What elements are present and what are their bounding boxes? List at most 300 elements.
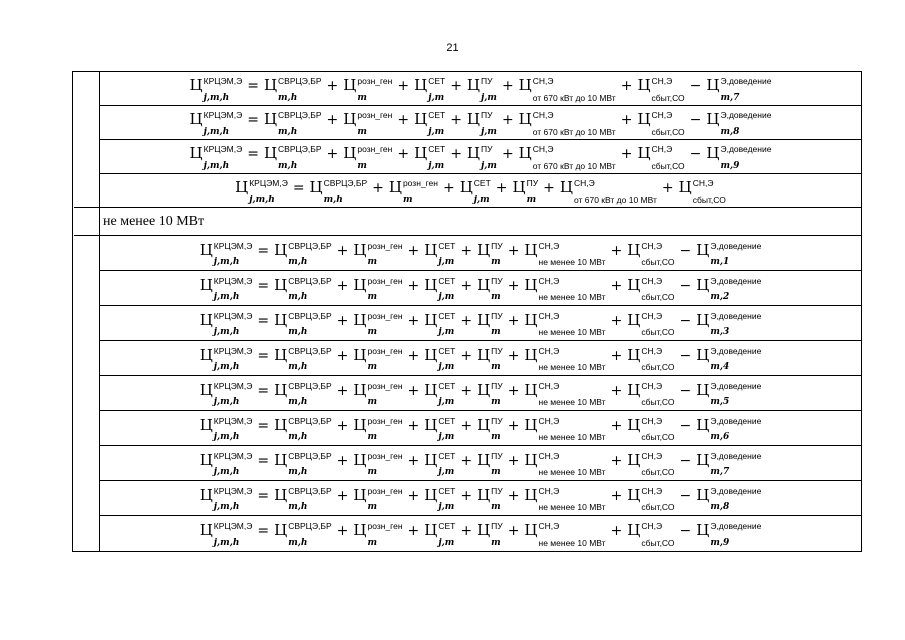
price-rozn (353, 521, 402, 546)
price-dov (696, 241, 761, 266)
operator-plus: + (507, 382, 520, 399)
price-set (424, 276, 455, 301)
operator-eq: = (257, 347, 270, 364)
price-pu (513, 178, 539, 203)
price-dov-sup: Э,доведение (710, 521, 762, 532)
price-pu-sup: ПУ (491, 345, 503, 356)
price-pu-sup: ПУ (491, 310, 503, 321)
price-svrc-sub: m,h (288, 467, 308, 478)
price-set (414, 110, 445, 135)
price-sbyt-sub: сбыт,СО (641, 327, 675, 338)
price-krcem-sup: КРЦЭМ,Э (213, 521, 253, 532)
price-set (424, 311, 455, 336)
price-sbyt-base: Ц (627, 450, 641, 469)
price-pu (477, 346, 503, 371)
price-krcem (200, 311, 253, 336)
price-rozn-sub: m (357, 160, 367, 171)
price-svrc-base: Ц (263, 110, 278, 129)
price-krcem-base: Ц (199, 345, 213, 364)
price-sbyt-base: Ц (627, 310, 641, 329)
price-sbyt-sub: сбыт,СО (641, 292, 675, 303)
operator-plus: + (661, 180, 674, 197)
price-rozn-base: Ц (353, 345, 367, 364)
price-set-base: Ц (459, 178, 473, 197)
price-sbyt (637, 144, 685, 171)
price-pu-sup: ПУ (491, 485, 503, 496)
price-sn-base: Ц (524, 275, 538, 294)
price-svrc-base: Ц (263, 144, 278, 163)
operator-plus: + (460, 347, 473, 364)
price-krcem (200, 451, 253, 476)
price-sbyt-base: Ц (678, 178, 692, 197)
operator-eq: = (247, 78, 259, 95)
price-rozn-sup: розн_ген (402, 178, 438, 189)
price-krcem-base: Ц (199, 380, 213, 399)
price-pu (477, 381, 503, 406)
price-set (414, 144, 445, 169)
price-rozn-sup: розн_ген (367, 380, 403, 391)
price-sbyt-sup: СН,Э (641, 485, 663, 496)
operator-plus: + (450, 78, 462, 95)
price-sn-sup: СН,Э (538, 415, 560, 426)
price-set (424, 486, 455, 511)
price-set (414, 76, 445, 101)
price-svrc-base: Ц (263, 76, 278, 95)
price-krcem-sup: КРЦЭМ,Э (213, 310, 253, 321)
price-pu (467, 76, 497, 101)
operator-minus: − (679, 452, 692, 469)
price-set-sub: j,m (438, 537, 455, 548)
operator-eq: = (247, 146, 259, 163)
operator-minus: − (679, 347, 692, 364)
price-krcem-sup: КРЦЭМ,Э (213, 275, 253, 286)
operator-minus: − (689, 78, 702, 95)
formula (200, 241, 762, 266)
price-set-base: Ц (424, 345, 438, 364)
price-pu (477, 416, 503, 441)
price-krcem-sup: КРЦЭМ,Э (203, 110, 243, 121)
operator-plus: + (336, 382, 349, 399)
price-set-sub: j,m (428, 92, 445, 103)
price-sbyt-base: Ц (627, 275, 641, 294)
price-dov-base: Ц (696, 310, 710, 329)
formula (200, 346, 762, 371)
operator-plus: + (442, 180, 455, 197)
operator-plus: + (336, 523, 349, 540)
price-pu-sub: m (491, 362, 501, 373)
price-sn-base: Ц (524, 521, 538, 540)
price-rozn-sub: m (367, 397, 378, 408)
price-krcem-sup: КРЦЭМ,Э (213, 450, 253, 461)
price-sbyt-sub: сбыт,СО (651, 160, 685, 171)
price-krcem-sup: КРЦЭМ,Э (203, 144, 243, 155)
price-pu-base: Ц (477, 485, 491, 504)
price-sn-base: Ц (524, 415, 538, 434)
operator-plus: + (407, 417, 420, 434)
price-rozn-base: Ц (353, 450, 367, 469)
price-sbyt-sub: сбыт,СО (641, 537, 675, 548)
price-dov-base: Ц (706, 76, 720, 95)
price-sbyt-sub: сбыт,СО (641, 467, 675, 478)
price-rozn-sup: розн_ген (367, 521, 403, 532)
price-dov-sub: m,7 (720, 92, 740, 103)
operator-plus: + (610, 312, 623, 329)
price-rozn (353, 276, 402, 301)
price-sn-sup: СН,Э (538, 380, 560, 391)
price-sbyt (637, 76, 685, 103)
operator-plus: + (336, 312, 349, 329)
price-krcem-sub: j,m,h (203, 126, 230, 137)
price-rozn-sup: розн_ген (367, 485, 403, 496)
price-sn-base: Ц (524, 310, 538, 329)
price-sn (518, 144, 616, 171)
operator-minus: − (679, 242, 692, 259)
price-dov-base: Ц (696, 240, 710, 259)
formula (190, 76, 772, 101)
price-rozn (353, 486, 402, 511)
formula-row (100, 376, 861, 411)
operator-plus: + (610, 523, 623, 540)
price-sbyt-sup: СН,Э (641, 345, 663, 356)
price-sbyt (627, 380, 675, 408)
price-dov-sub: m,1 (710, 257, 730, 268)
price-dov-sup: Э,доведение (710, 450, 762, 461)
price-krcem-base: Ц (235, 178, 249, 197)
formula-row (100, 271, 861, 306)
formula (200, 276, 762, 301)
operator-plus: + (460, 312, 473, 329)
price-set-sup: СЕТ (428, 144, 446, 155)
formula-row (100, 140, 861, 174)
price-svrc-sub: m,h (288, 257, 308, 268)
price-pu-base: Ц (466, 110, 481, 129)
price-set-sup: СЕТ (438, 415, 456, 426)
price-sn-sub: не менее 10 МВт (538, 502, 606, 513)
price-sbyt-sub: сбыт,СО (641, 502, 675, 513)
price-sn-sup: СН,Э (538, 275, 560, 286)
operator-plus: + (620, 146, 633, 163)
price-set (424, 451, 455, 476)
price-dov-sub: m,8 (710, 502, 730, 513)
price-dov-sup: Э,доведение (710, 485, 762, 496)
price-rozn-sub: m (367, 327, 378, 338)
price-pu-sup: ПУ (481, 76, 493, 87)
price-pu-sub: m (526, 194, 537, 205)
price-pu-sub: j,m (481, 92, 497, 103)
price-pu (477, 486, 503, 511)
price-svrc-sup: СВРЦЭ,БР (288, 240, 332, 251)
price-set-sub: j,m (438, 292, 455, 303)
price-krcem (200, 346, 253, 371)
price-sbyt-sub: сбыт,СО (641, 432, 675, 443)
operator-plus: + (407, 347, 420, 364)
price-rozn-sub: m (367, 257, 378, 268)
price-svrc-sup: СВРЦЭ,БР (288, 310, 332, 321)
price-rozn-sub: m (367, 467, 378, 478)
price-sn-base: Ц (524, 485, 538, 504)
price-svrc-sub: m,h (288, 397, 308, 408)
operator-plus: + (326, 78, 339, 95)
price-set-base: Ц (424, 380, 438, 399)
price-sbyt-sub: сбыт,СО (651, 92, 685, 103)
price-rozn-sub: m (367, 537, 378, 548)
operator-plus: + (336, 347, 349, 364)
section-label-row (100, 208, 861, 236)
price-svrc (274, 451, 332, 476)
price-rozn-sub: m (357, 92, 367, 103)
price-krcem-sup: КРЦЭМ,Э (213, 415, 253, 426)
operator-minus: − (679, 523, 692, 540)
price-sn-sup: СН,Э (538, 240, 560, 251)
price-svrc-sub: m,h (288, 327, 308, 338)
price-sn-sub: не менее 10 МВт (538, 397, 606, 408)
price-svrc-sup: СВРЦЭ,БР (278, 76, 322, 87)
price-svrc (264, 144, 322, 169)
price-svrc-sup: СВРЦЭ,БР (278, 110, 322, 121)
price-svrc-sup: СВРЦЭ,БР (288, 275, 332, 286)
price-dov-base: Ц (696, 521, 710, 540)
price-rozn-sup: розн_ген (367, 310, 403, 321)
price-rozn-sub: m (402, 194, 413, 205)
price-dov-base: Ц (706, 144, 720, 163)
price-svrc-base: Ц (274, 415, 288, 434)
price-sbyt-sub: сбыт,СО (651, 126, 685, 137)
price-pu-sup: ПУ (491, 380, 503, 391)
price-rozn-sup: розн_ген (357, 110, 393, 121)
price-set-sub: j,m (438, 467, 455, 478)
price-pu-base: Ц (477, 240, 491, 259)
price-set-base: Ц (424, 275, 438, 294)
section-label: не менее 10 МВт (103, 213, 205, 229)
price-sn-sub: не менее 10 МВт (538, 432, 606, 443)
operator-plus: + (372, 180, 384, 197)
operator-plus: + (507, 417, 520, 434)
price-krcem-base: Ц (199, 310, 213, 329)
operator-plus: + (610, 382, 623, 399)
price-sn (524, 485, 606, 513)
price-krcem-sup: КРЦЭМ,Э (249, 178, 288, 189)
price-sn-sub: не менее 10 МВт (538, 537, 606, 548)
price-sn-sub: от 670 кВт до 10 МВт (532, 160, 616, 171)
price-svrc (274, 311, 332, 336)
price-sbyt-sup: СН,Э (692, 178, 714, 189)
operator-plus: + (543, 180, 555, 197)
price-sn (524, 275, 606, 303)
price-sn-base: Ц (524, 345, 538, 364)
operator-minus: − (679, 382, 692, 399)
operator-plus: + (620, 78, 633, 95)
price-pu-sub: m (491, 467, 501, 478)
price-pu-sub: m (491, 397, 501, 408)
price-set-sub: j,m (438, 397, 455, 408)
price-svrc (274, 521, 332, 546)
price-sbyt-sup: СН,Э (651, 76, 673, 87)
formula-row (100, 481, 861, 516)
operator-plus: + (610, 417, 623, 434)
price-krcem (190, 144, 243, 169)
price-set-sup: СЕТ (438, 240, 456, 251)
price-krcem-base: Ц (189, 144, 203, 163)
formula (200, 311, 762, 336)
price-sbyt-sub: сбыт,СО (641, 257, 675, 268)
price-pu (477, 311, 503, 336)
operator-plus: + (501, 78, 514, 95)
price-dov (696, 451, 761, 476)
price-svrc-sup: СВРЦЭ,БР (278, 144, 322, 155)
price-svrc-sub: m,h (278, 92, 298, 103)
price-sbyt-sub: сбыт,СО (692, 194, 726, 205)
price-rozn-sub: m (367, 362, 378, 373)
price-pu-sup: ПУ (526, 178, 539, 189)
price-set-sup: СЕТ (438, 450, 456, 461)
price-pu (467, 144, 497, 169)
operator-plus: + (610, 487, 623, 504)
price-pu-sub: m (491, 432, 501, 443)
price-sbyt-base: Ц (627, 345, 641, 364)
formula (235, 178, 726, 203)
price-svrc-sup: СВРЦЭ,БР (323, 178, 368, 189)
operator-plus: + (507, 523, 520, 540)
price-krcem-sub: j,m,h (213, 362, 240, 373)
price-sbyt (627, 415, 675, 443)
price-pu-sup: ПУ (481, 110, 493, 121)
price-sn-sup: СН,Э (538, 345, 560, 356)
price-pu (477, 451, 503, 476)
price-svrc-base: Ц (309, 178, 323, 197)
price-set (424, 381, 455, 406)
price-pu-base: Ц (477, 345, 491, 364)
price-dov-base: Ц (696, 485, 710, 504)
price-sn-base: Ц (524, 240, 538, 259)
operator-plus: + (407, 487, 420, 504)
price-sn-sub: от 670 кВт до 10 МВт (573, 194, 657, 205)
price-sn-sub: от 670 кВт до 10 МВт (532, 92, 616, 103)
operator-plus: + (610, 347, 623, 364)
price-svrc-base: Ц (274, 521, 288, 540)
price-krcem (200, 416, 253, 441)
price-sbyt-sub: сбыт,СО (641, 362, 675, 373)
price-dov-sub: m,7 (710, 467, 730, 478)
price-sn (524, 415, 606, 443)
price-sn-sub: не менее 10 МВт (538, 257, 606, 268)
operator-plus: + (407, 452, 420, 469)
formula-row (100, 516, 861, 551)
operator-plus: + (407, 382, 420, 399)
price-set-sub: j,m (438, 257, 455, 268)
operator-plus: + (407, 242, 420, 259)
price-dov-sub: m,4 (710, 362, 730, 373)
price-set (424, 346, 455, 371)
price-rozn-sub: m (367, 502, 378, 513)
operator-plus: + (407, 312, 420, 329)
formula (200, 381, 762, 406)
price-svrc-sub: m,h (288, 362, 308, 373)
price-rozn-base: Ц (353, 240, 367, 259)
price-set-base: Ц (424, 240, 438, 259)
price-pu (477, 521, 503, 546)
price-pu-sub: m (491, 292, 501, 303)
price-sbyt-base: Ц (637, 110, 651, 129)
price-dov-sub: m,6 (710, 432, 730, 443)
operator-plus: + (501, 112, 514, 129)
operator-plus: + (336, 452, 349, 469)
operator-plus: + (460, 487, 473, 504)
operator-plus: + (507, 347, 520, 364)
price-set-sub: j,m (428, 126, 445, 137)
price-svrc-sub: m,h (288, 432, 308, 443)
formula (200, 416, 762, 441)
price-dov-sub: m,9 (710, 537, 730, 548)
price-svrc-sup: СВРЦЭ,БР (288, 415, 332, 426)
formula-row (100, 306, 861, 341)
price-rozn-base: Ц (353, 380, 367, 399)
price-sbyt (627, 450, 675, 478)
price-krcem (190, 110, 243, 135)
price-sn-sub: не менее 10 МВт (538, 327, 606, 338)
price-dov (696, 521, 761, 546)
operator-plus: + (336, 487, 349, 504)
price-dov (696, 486, 761, 511)
price-rozn-base: Ц (343, 144, 357, 163)
price-krcem-sub: j,m,h (213, 537, 240, 548)
price-dov-base: Ц (696, 275, 710, 294)
price-dov (706, 76, 771, 101)
operator-plus: + (407, 523, 420, 540)
operator-plus: + (397, 78, 410, 95)
operator-minus: − (679, 277, 692, 294)
price-svrc-base: Ц (274, 450, 288, 469)
price-sbyt-base: Ц (627, 485, 641, 504)
price-sbyt-sup: СН,Э (641, 275, 663, 286)
operator-plus: + (507, 312, 520, 329)
price-pu-base: Ц (477, 380, 491, 399)
price-dov-base: Ц (696, 450, 710, 469)
price-pu-base: Ц (477, 450, 491, 469)
operator-eq: = (257, 382, 270, 399)
price-set-sup: СЕТ (438, 485, 456, 496)
price-krcem-sub: j,m,h (213, 432, 240, 443)
price-rozn-sup: розн_ген (367, 275, 403, 286)
price-dov (696, 381, 761, 406)
price-rozn (353, 416, 402, 441)
formula-row (100, 72, 861, 106)
price-dov-sup: Э,доведение (710, 240, 762, 251)
price-pu-base: Ц (477, 521, 491, 540)
price-sbyt-sup: СН,Э (641, 521, 663, 532)
price-set-base: Ц (424, 450, 438, 469)
formula (190, 144, 772, 169)
price-sn (524, 521, 606, 548)
price-sn-sub: не менее 10 МВт (538, 362, 606, 373)
price-svrc-sub: m,h (288, 537, 308, 548)
price-sbyt (627, 345, 675, 373)
price-sbyt (678, 178, 726, 205)
operator-plus: + (507, 242, 520, 259)
price-rozn (353, 346, 402, 371)
price-dov-sup: Э,доведение (710, 345, 762, 356)
row-separator (74, 207, 861, 208)
price-pu (467, 110, 497, 135)
price-svrc (264, 110, 322, 135)
price-svrc-sup: СВРЦЭ,БР (288, 450, 332, 461)
formula-row (100, 341, 861, 376)
price-rozn-sup: розн_ген (367, 240, 403, 251)
price-sn (524, 240, 606, 268)
formula-row (100, 236, 861, 271)
operator-plus: + (407, 277, 420, 294)
formula-table-body (99, 72, 861, 551)
operator-plus: + (336, 417, 349, 434)
